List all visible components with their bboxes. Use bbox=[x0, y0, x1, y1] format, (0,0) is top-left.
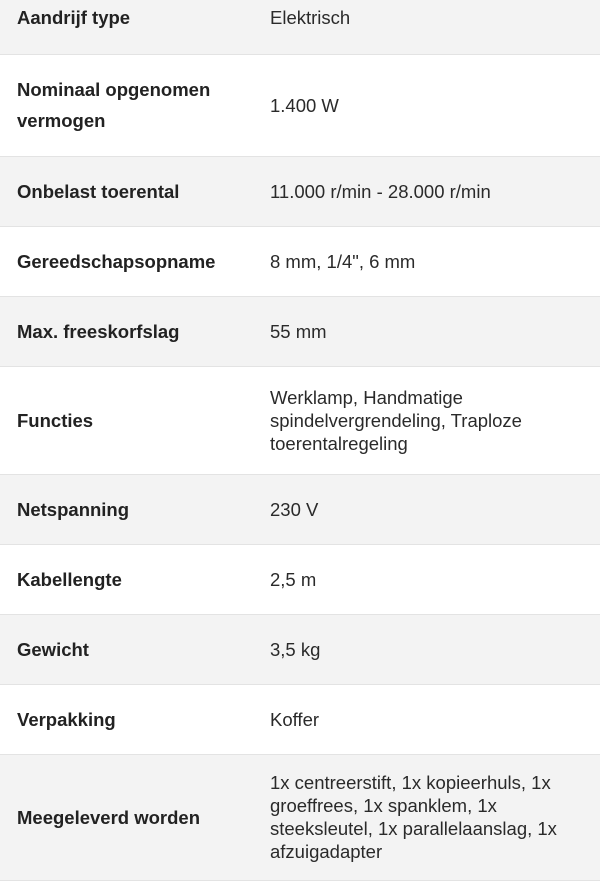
spec-row-cable-length bbox=[0, 544, 600, 614]
spec-value: 1.400 W bbox=[270, 94, 339, 116]
spec-label: Meegeleverd worden bbox=[17, 806, 201, 828]
spec-value: 1x centreerstift, 1x kopieerhuls, 1x groeffrees, 1x spanklem, 1x steeksleutel, 1x parallelaanslag, 1x afzuigadapter bbox=[270, 772, 557, 862]
spec-label: Netspanning bbox=[17, 498, 130, 520]
spec-label: Max. freeskorfslag bbox=[17, 320, 180, 342]
spec-value: 3,5 kg bbox=[270, 638, 321, 660]
spec-label: Gewicht bbox=[17, 638, 89, 660]
spec-row-weight bbox=[0, 614, 600, 684]
spec-value: 2,5 m bbox=[270, 568, 317, 590]
spec-value: 55 mm bbox=[270, 320, 327, 342]
spec-value: Elektrisch bbox=[270, 7, 351, 29]
spec-label: Functies bbox=[17, 409, 94, 431]
spec-label: Nominaal opgenomen vermogen bbox=[17, 79, 211, 131]
spec-value: 230 V bbox=[270, 498, 319, 520]
spec-row-functions bbox=[0, 366, 600, 474]
spec-label: Onbelast toerental bbox=[17, 180, 180, 202]
spec-value: Koffer bbox=[270, 708, 320, 730]
spec-row-packaging bbox=[0, 684, 600, 754]
spec-row-plunge-depth bbox=[0, 296, 600, 366]
spec-row-speed bbox=[0, 156, 600, 226]
spec-row-tool-holder bbox=[0, 226, 600, 296]
spec-label: Kabellengte bbox=[17, 568, 122, 590]
spec-label: Gereedschapsopname bbox=[17, 250, 216, 272]
spec-row-voltage bbox=[0, 474, 600, 544]
spec-row-included bbox=[0, 754, 600, 880]
spec-row-power bbox=[0, 54, 600, 156]
spec-value: 8 mm, 1/4", 6 mm bbox=[270, 250, 416, 272]
spec-value: 11.000 r/min - 28.000 r/min bbox=[270, 180, 491, 202]
spec-row-drive-type bbox=[0, 0, 600, 54]
spec-label: Aandrijf type bbox=[17, 7, 131, 29]
spec-label: Verpakking bbox=[17, 708, 116, 730]
spec-value: Werklamp, Handmatige spindelvergrendeling, Traploze toerentalregeling bbox=[270, 386, 522, 454]
